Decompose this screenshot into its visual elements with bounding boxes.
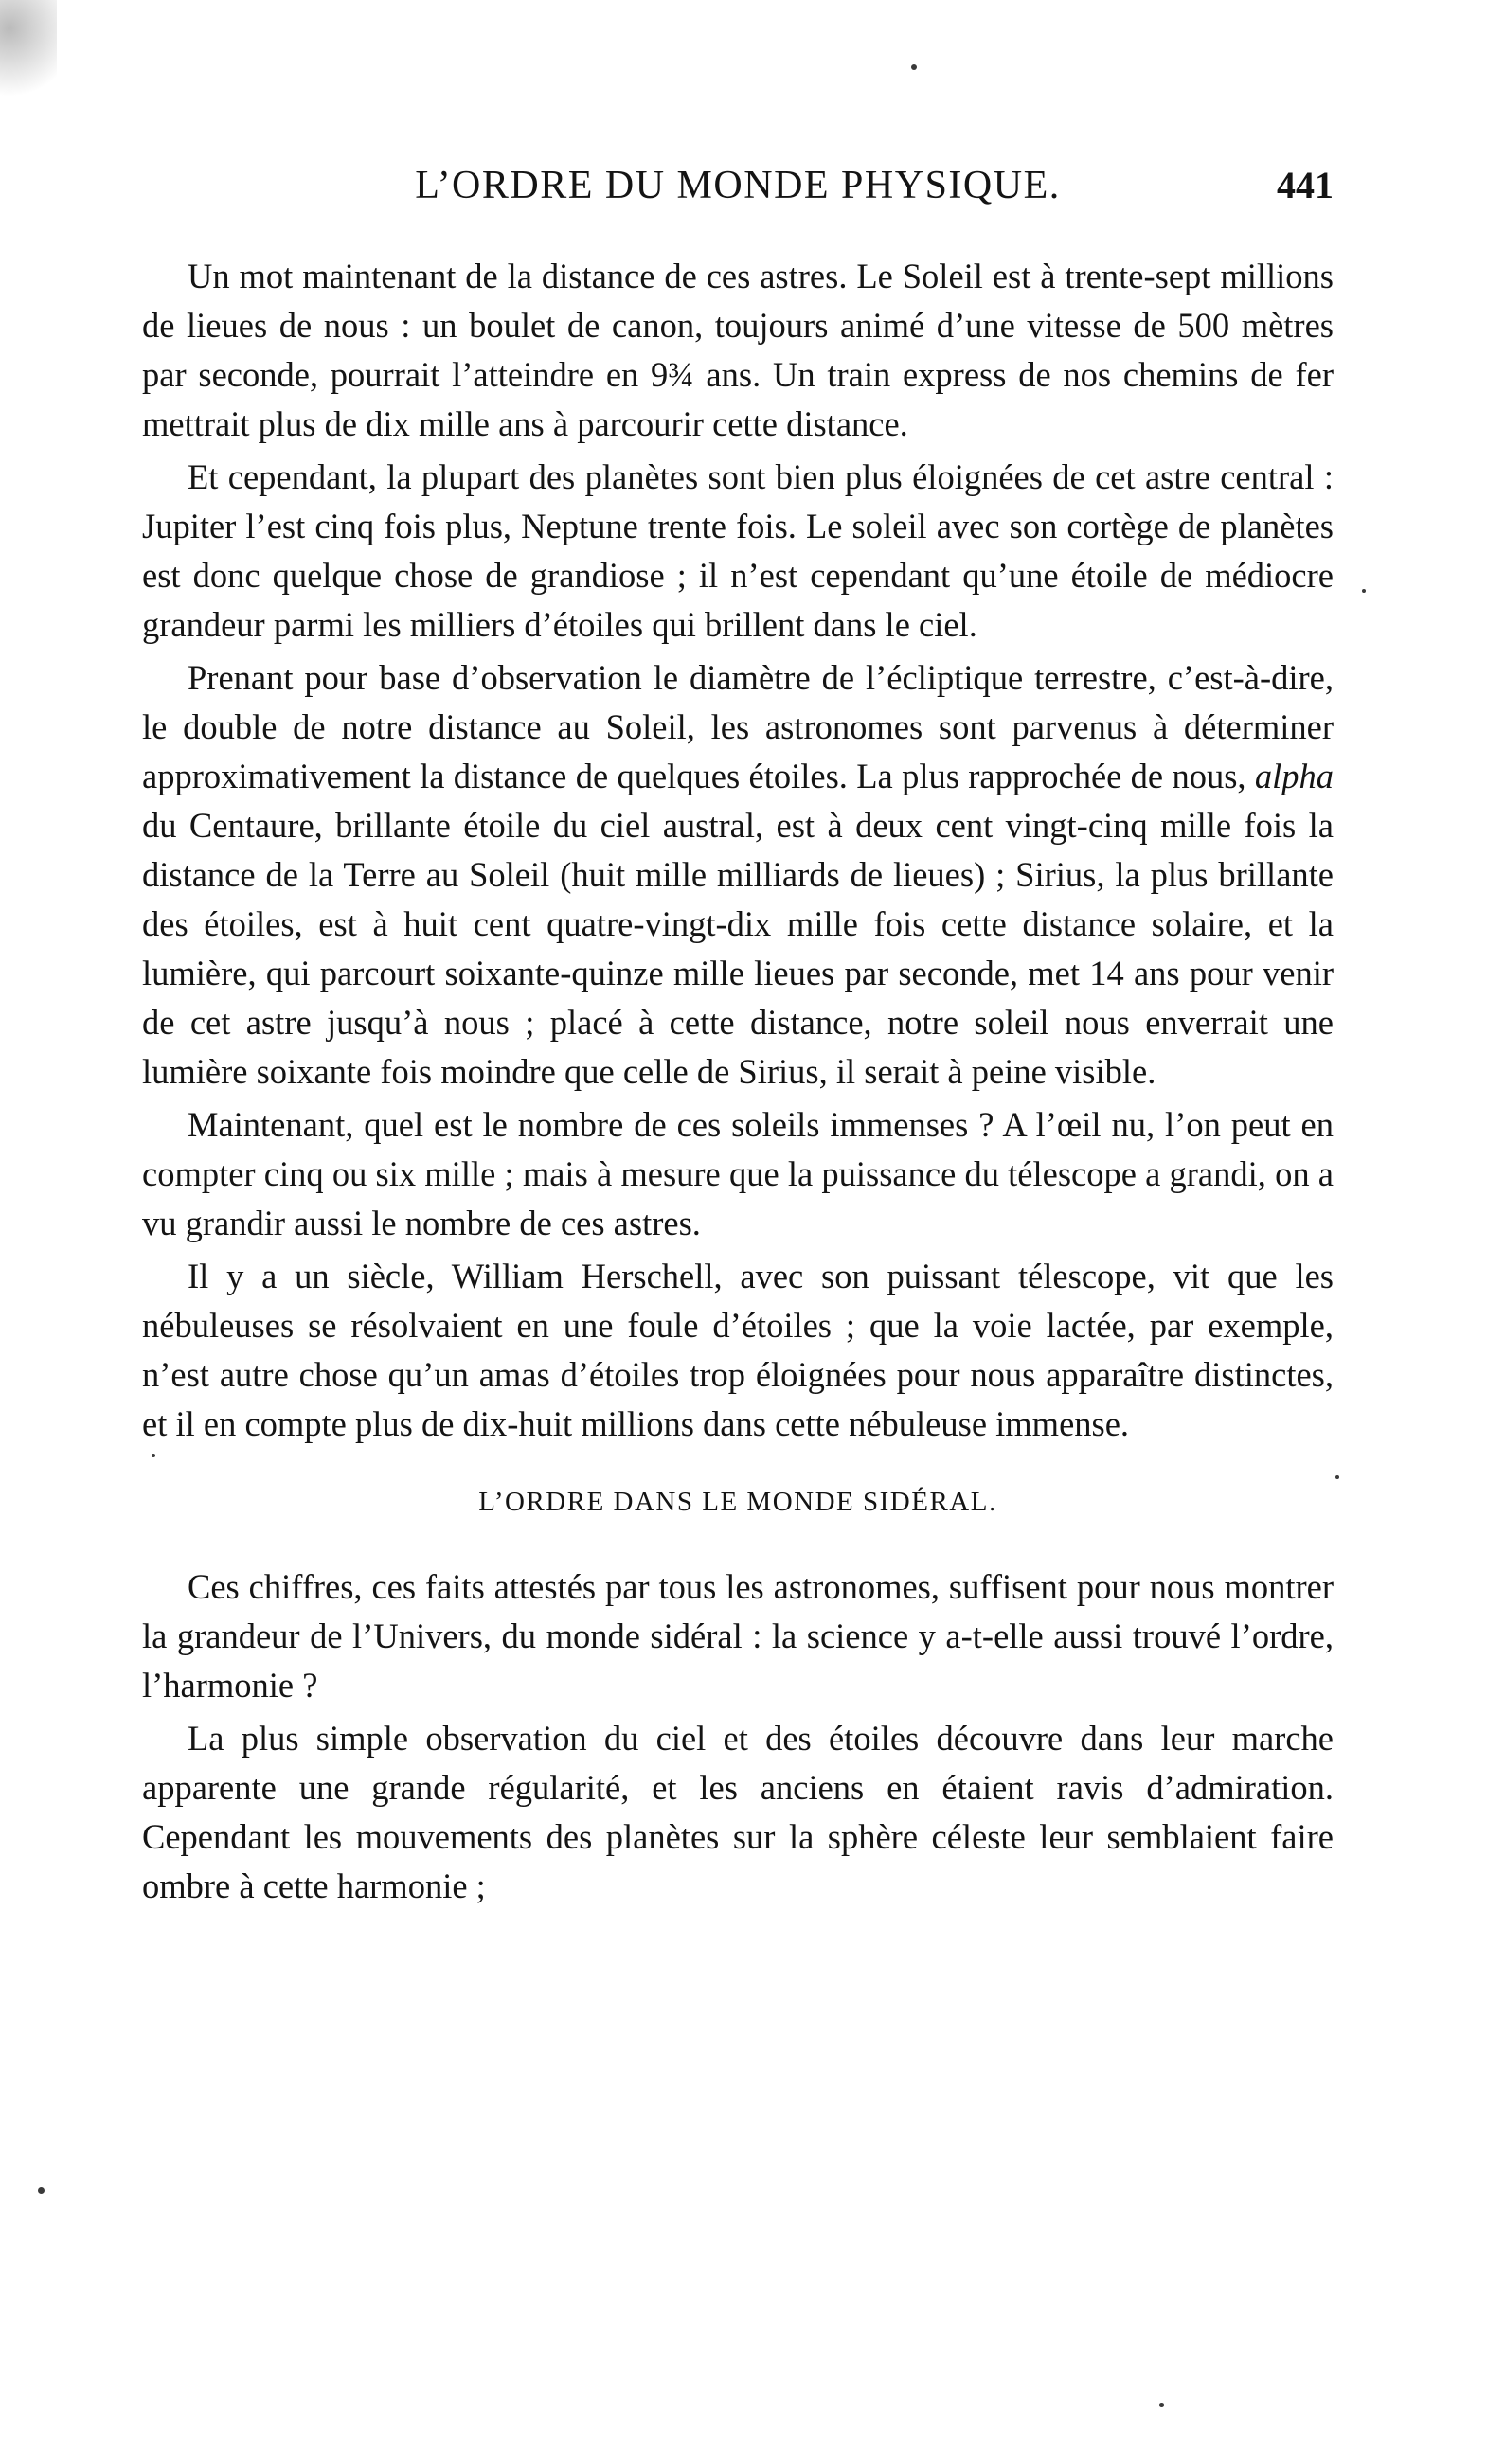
- scan-speck: [1159, 2403, 1164, 2407]
- paragraph-3: [142, 653, 1334, 1097]
- scan-speck: [152, 1454, 155, 1457]
- paragraph-2-text: Et cependant, la plupart des planètes sont bien plus éloignées de cet astre central : Jupiter l’est cinq fois plus, Neptune trente fois. Le soleil avec son cortège de planètes est donc quelque chose de grandiose ; il n’est cependant qu’une étoile de médiocre grandeur parmi les milliers d’étoiles qui brillent dans le ciel.: [142, 457, 1334, 644]
- paragraph-7: [142, 1714, 1334, 1911]
- page-number: 441: [1277, 164, 1334, 206]
- running-title: L’ORDRE DU MONDE PHYSIQUE.: [415, 164, 1061, 207]
- paragraph-6: [142, 1562, 1334, 1710]
- scan-edge-noise: [0, 0, 57, 142]
- scan-speck: [38, 2187, 45, 2194]
- paragraph-3-italic-term: alpha: [1254, 757, 1334, 795]
- paragraph-7-text: La plus simple observation du ciel et des étoiles découvre dans leur marche apparente une grande régularité, et les anciens en étaient ravis d’admiration. Cependant les mouvements des planètes sur la sphère céleste leur semblaient faire ombre à cette harmonie ;: [142, 1719, 1334, 1905]
- paragraph-4: [142, 1100, 1334, 1248]
- scan-speck: [1362, 589, 1366, 593]
- paragraph-4-text: Maintenant, quel est le nombre de ces soleils immenses ? A l’œil nu, l’on peut en compter cinq ou six mille ; mais à mesure que la puissance du télescope a grandi, on a vu grandir aussi le nombre de ces astres.: [142, 1105, 1334, 1242]
- running-head: [142, 163, 1334, 220]
- section-heading: L’ORDRE DANS LE MONDE SIDÉRAL.: [478, 1487, 997, 1517]
- paragraph-5-text: Il y a un siècle, William Herschell, avec son puissant télescope, vit que les nébuleuses se résolvaient en une foule d’étoiles ; que la voie lactée, par exemple, n’est autre chose qu’un amas d’étoiles trop éloignées pour nous apparaître distinctes, et il en compte plus de dix-huit millions dans cette nébuleuse immense.: [142, 1257, 1334, 1443]
- paragraph-2: [142, 453, 1334, 650]
- paragraph-6-text: Ces chiffres, ces faits attestés par tous les astronomes, suffisent pour nous montrer la grandeur de l’Univers, du monde sidéral : la science y a-t-elle aussi trouvé l’ordre, l’harmonie ?: [142, 1567, 1334, 1705]
- paragraph-3-text-end: du Centaure, brillante étoile du ciel austral, est à deux cent vingt-cinq mille fois la distance de la Terre au Soleil (huit mille milliards de lieues) ; Sirius, la plus brillante des étoiles, est à huit cent quatre-vingt-dix mille fois cette distance solaire, et la lumière, qui parcourt soixante-quinze mille lieues par seconde, met 14 ans pour venir de cet astre jusqu’à nous ; placé à cette distance, notre soleil nous enverrait une lumière soixante fois moindre que celle de Sirius, il serait à peine visible.: [142, 806, 1334, 1091]
- body-text: [142, 252, 1334, 1915]
- scan-speck: [911, 64, 917, 70]
- paragraph-3-text-start: Prenant pour base d’observation le diamètre de l’écliptique terrestre, c’est-à-dire, le double de notre distance au Soleil, les astronomes sont parvenus à déterminer approximativement la distance de quelques étoiles. La plus rapprochée de nous,: [142, 658, 1334, 795]
- paragraph-1-text: Un mot maintenant de la distance de ces astres. Le Soleil est à trente-sept millions de lieues de nous : un boulet de canon, toujours animé d’une vitesse de 500 mètres par seconde, pourrait l’atteindre en 9¾ ans. Un train express de nos chemins de fer mettrait plus de dix mille ans à parcourir cette distance.: [142, 257, 1334, 443]
- paragraph-1: [142, 252, 1334, 449]
- scan-speck: [1335, 1475, 1339, 1479]
- paragraph-5: [142, 1252, 1334, 1449]
